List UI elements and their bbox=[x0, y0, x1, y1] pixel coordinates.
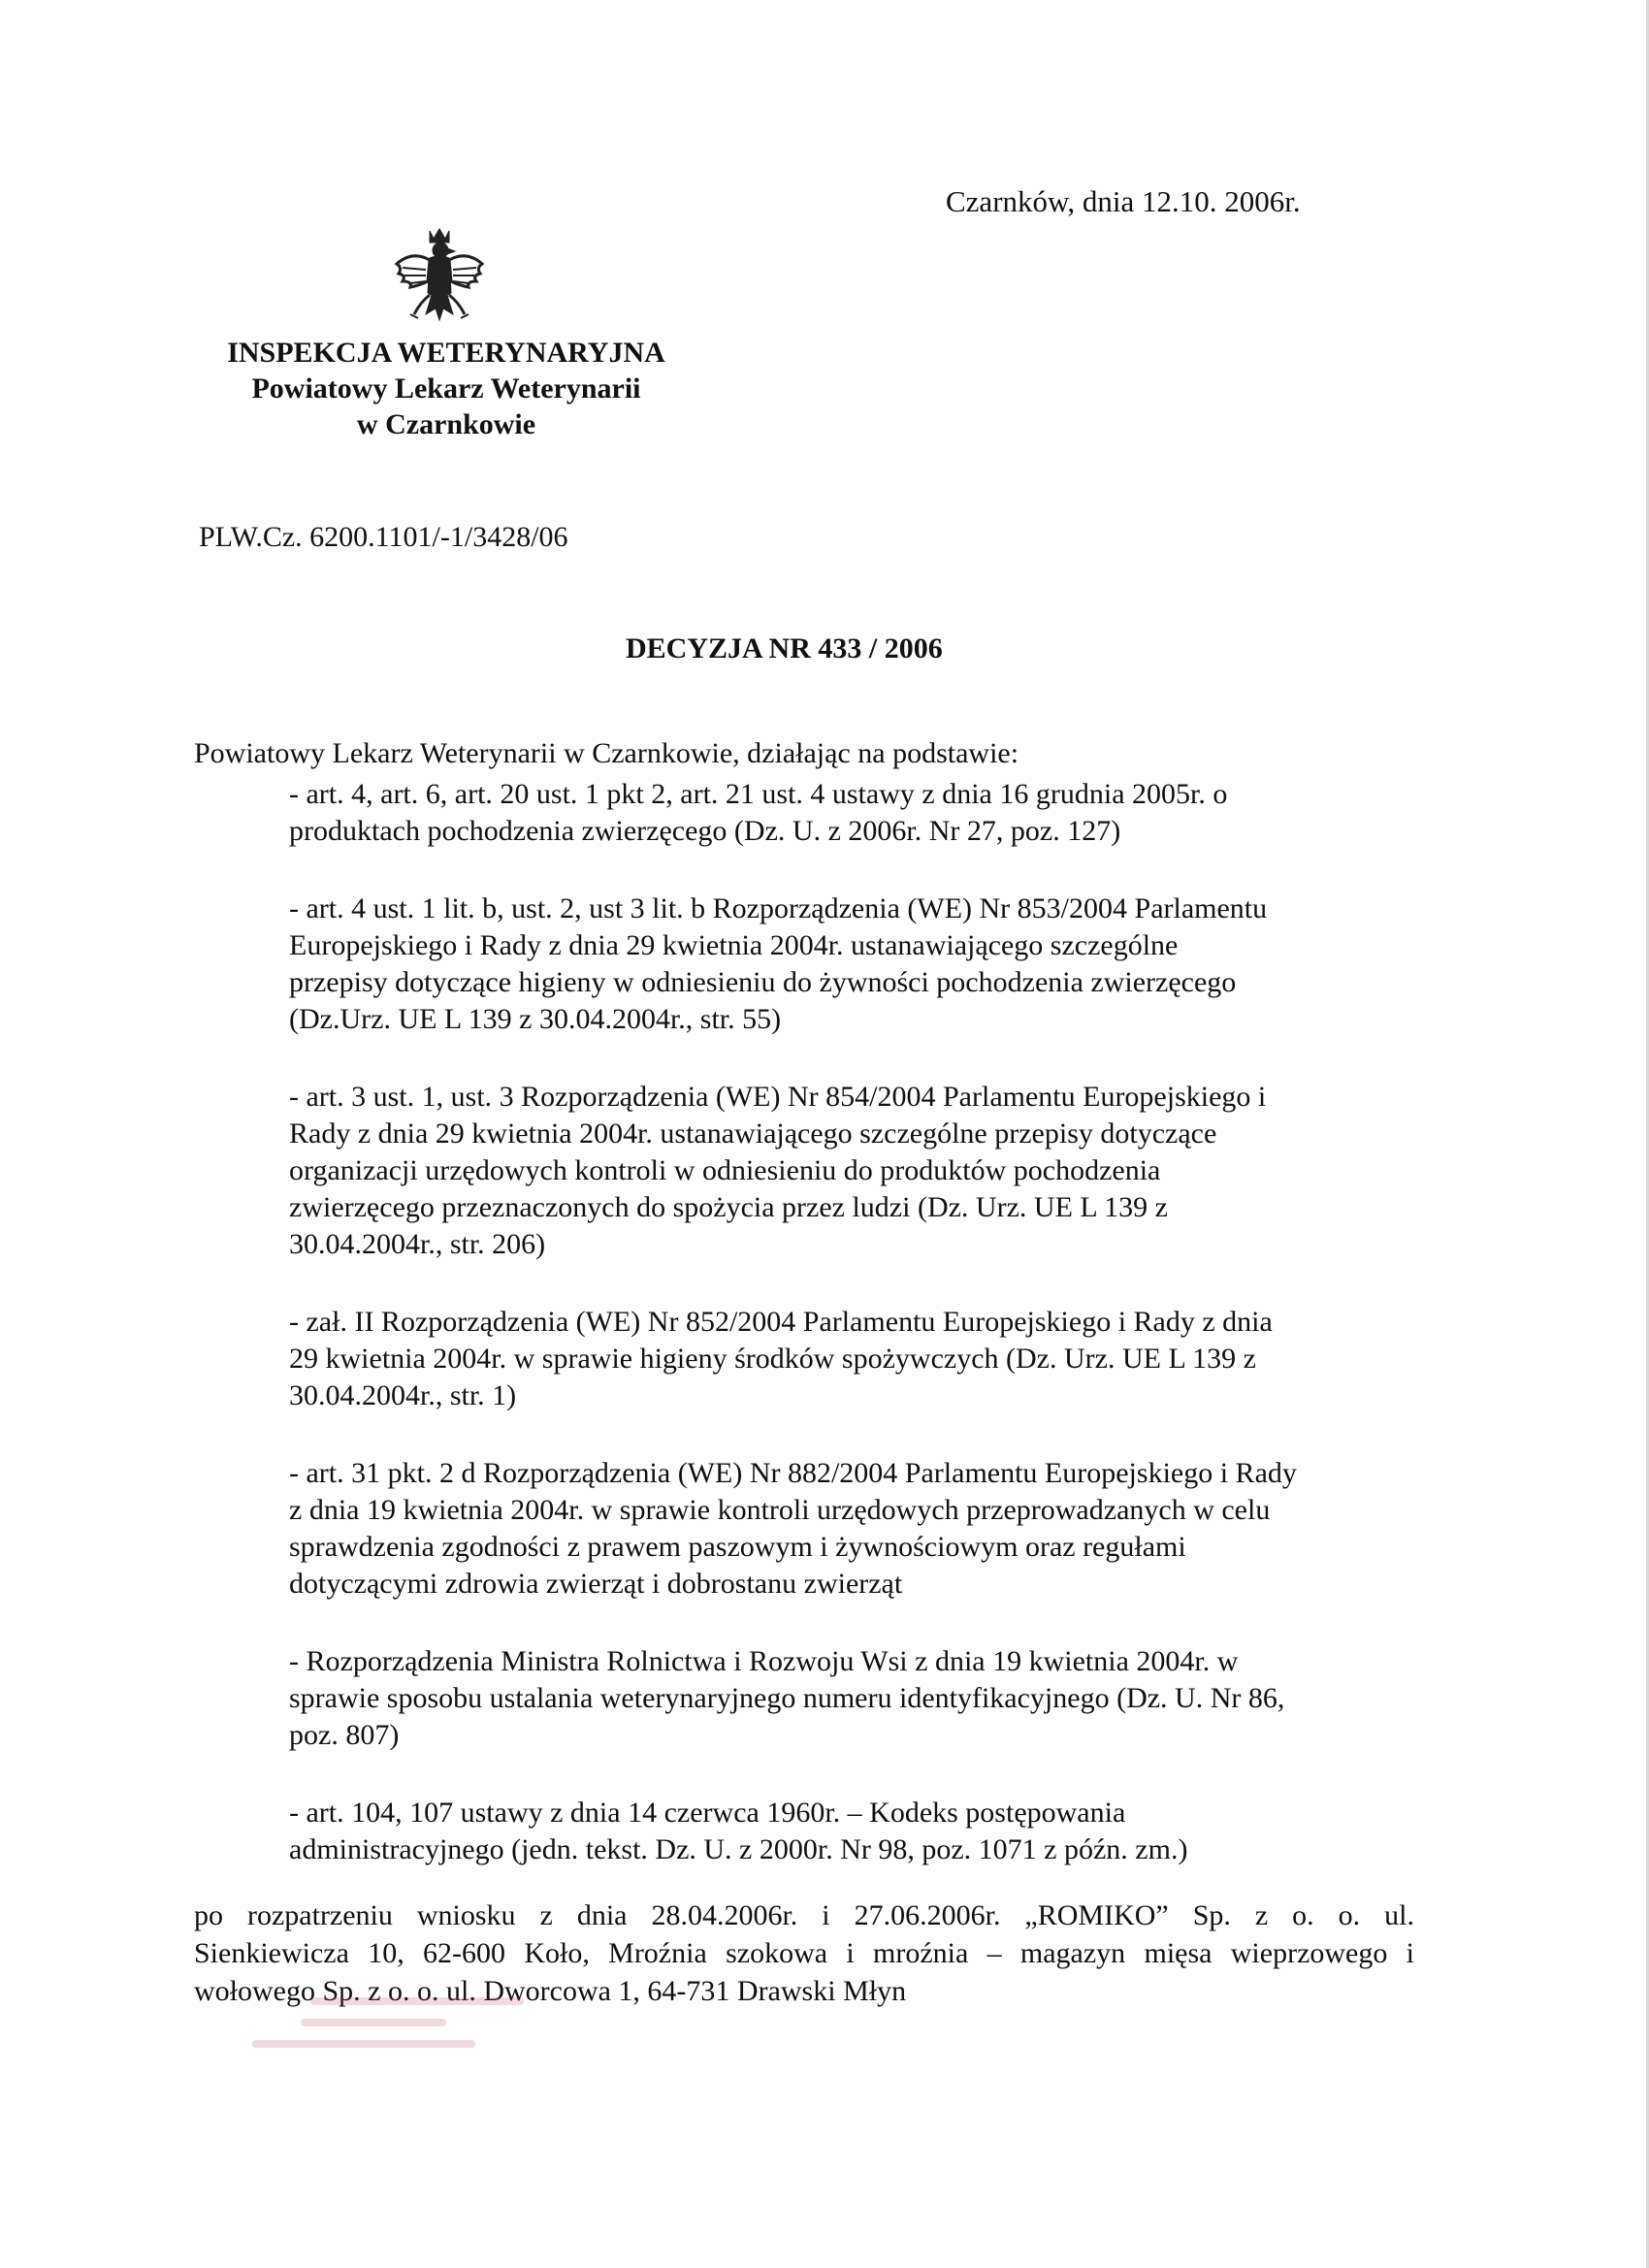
issuer-line-2: Powiatowy Lekarz Weterynarii bbox=[251, 373, 641, 405]
issuer-header bbox=[199, 335, 694, 442]
legal-basis-line: (Dz.Urz. UE L 139 z 30.04.2004r., str. 55) bbox=[289, 1003, 782, 1035]
legal-basis-item bbox=[289, 1079, 1414, 1263]
legal-basis-line: produktach pochodzenia zwierzęcego (Dz. U. z 2006r. Nr 27, poz. 127) bbox=[289, 815, 1121, 847]
legal-basis-item bbox=[289, 776, 1414, 850]
legal-basis-line: - art. 4, art. 6, art. 20 ust. 1 pkt 2, art. 21 ust. 4 ustawy z dnia 16 grudnia 2005r. o bbox=[289, 778, 1228, 810]
legal-basis-line: 29 kwietnia 2004r. w sprawie higieny środków spożywczych (Dz. Urz. UE L 139 z bbox=[289, 1343, 1256, 1375]
legal-basis-line: 30.04.2004r., str. 1) bbox=[289, 1379, 517, 1411]
legal-basis-line: administracyjnego (jedn. tekst. Dz. U. z 2000r. Nr 98, poz. 1071 z późn. zm.) bbox=[289, 1833, 1188, 1865]
legal-basis-line: - art. 3 ust. 1, ust. 3 Rozporządzenia (WE) Nr 854/2004 Parlamentu Europejskiego i bbox=[289, 1081, 1267, 1113]
legal-basis-line: - art. 4 ust. 1 lit. b, ust. 2, ust 3 lit. b Rozporządzenia (WE) Nr 853/2004 Parlamentu bbox=[289, 892, 1268, 924]
legal-basis-list bbox=[289, 776, 1414, 1909]
legal-basis-line: organizacji urzędowych kontroli w odniesieniu do produktów pochodzenia bbox=[289, 1154, 1161, 1186]
legal-basis-item bbox=[289, 1643, 1414, 1754]
legal-basis-line: sprawdzenia zgodności z prawem paszowym i żywnościowym oraz regułami bbox=[289, 1531, 1186, 1563]
closing-line: Sienkiewicza 10, 62-600 Koło, Mroźnia szokowa i mroźnia – magazyn mięsa wieprzowego i bbox=[194, 1937, 1414, 1969]
issuer-line-1: INSPEKCJA WETERYNARYJNA bbox=[227, 337, 665, 369]
legal-basis-line: - Rozporządzenia Ministra Rolnictwa i Rozwoju Wsi z dnia 19 kwietnia 2004r. w bbox=[289, 1645, 1239, 1677]
legal-basis-line: dotyczącymi zdrowia zwierząt i dobrostanu zwierząt bbox=[289, 1568, 903, 1600]
legal-basis-line: przepisy dotyczące higieny w odniesieniu do żywności pochodzenia zwierzęcego bbox=[289, 966, 1237, 998]
decision-title: DECYZJA NR 433 / 2006 bbox=[626, 632, 943, 664]
legal-basis-line: 30.04.2004r., str. 206) bbox=[289, 1228, 546, 1260]
legal-basis-line: zwierzęcego przeznaczonych do spożycia przez ludzi (Dz. Urz. UE L 139 z bbox=[289, 1191, 1168, 1223]
closing-line: wołowego Sp. z o. o. ul. Dworcowa 1, 64-731 Drawski Młyn bbox=[194, 1975, 907, 2007]
legal-basis-item bbox=[289, 891, 1414, 1038]
stamp-show-through bbox=[252, 1984, 543, 2120]
legal-basis-line: sprawie sposobu ustalania weterynaryjnego numeru identyfikacyjnego (Dz. U. Nr 86, bbox=[289, 1682, 1285, 1714]
legal-basis-line: poz. 807) bbox=[289, 1719, 400, 1751]
legal-basis-line: Europejskiego i Rady z dnia 29 kwietnia 2004r. ustanawiającego szczególne bbox=[289, 929, 1179, 961]
reference-number: PLW.Cz. 6200.1101/-1/3428/06 bbox=[199, 521, 568, 553]
eagle-graphic bbox=[393, 225, 486, 328]
legal-basis-line: - art. 104, 107 ustawy z dnia 14 czerwca 1960r. – Kodeks postępowania bbox=[289, 1797, 1126, 1829]
legal-basis-item bbox=[289, 1455, 1414, 1603]
intro-paragraph: Powiatowy Lekarz Weterynarii w Czarnkowie, działając na podstawie: bbox=[194, 737, 1019, 769]
legal-basis-line: z dnia 19 kwietnia 2004r. w sprawie kontroli urzędowych przeprowadzanych w celu bbox=[289, 1494, 1271, 1526]
polish-eagle-emblem-icon bbox=[393, 225, 486, 328]
legal-basis-item bbox=[289, 1304, 1414, 1414]
legal-basis-line: - zał. II Rozporządzenia (WE) Nr 852/2004 Parlamentu Europejskiego i Rady z dnia bbox=[289, 1306, 1273, 1338]
legal-basis-item bbox=[289, 1795, 1414, 1868]
legal-basis-line: - art. 31 pkt. 2 d Rozporządzenia (WE) Nr 882/2004 Parlamentu Europejskiego i Rady bbox=[289, 1457, 1297, 1489]
closing-line: po rozpatrzeniu wniosku z dnia 28.04.2006r. i 27.06.2006r. „ROMIKO” Sp. z o. o. ul. bbox=[194, 1899, 1414, 1931]
issuer-line-3: w Czarnkowie bbox=[356, 408, 536, 440]
legal-basis-line: Rady z dnia 29 kwietnia 2004r. ustanawiającego szczególne przepisy dotyczące bbox=[289, 1118, 1217, 1150]
date-line: Czarnków, dnia 12.10. 2006r. bbox=[946, 184, 1301, 218]
